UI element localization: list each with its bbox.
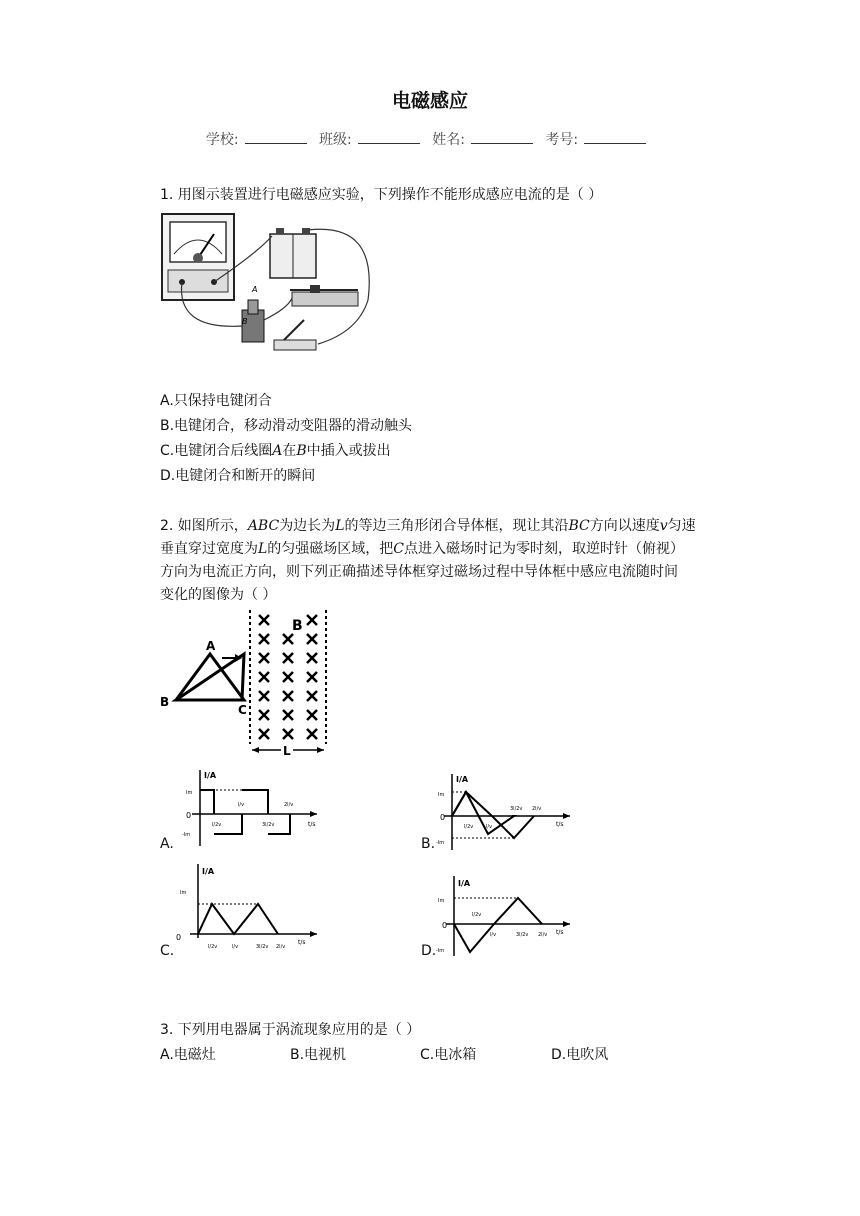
field-cross-icon <box>283 653 293 663</box>
graph-d-ylabel: I/A <box>458 879 471 888</box>
field-cross-icon <box>283 710 293 720</box>
vertex-a: A <box>206 639 216 653</box>
q2-l2-s4: 点进入磁场时记为零时刻，取逆时针（俯视） <box>404 541 685 557</box>
graph-b-neg-im: -Im <box>436 840 445 846</box>
field-cross-icon <box>283 672 293 682</box>
graph-b-im: Im <box>438 792 445 798</box>
q3-option-a[interactable]: A.电磁灶 <box>160 1047 216 1063</box>
graph-b-ylabel: I/A <box>456 775 469 784</box>
q1-option-c-coil-a: A <box>272 443 283 459</box>
field-cross-icon <box>307 653 317 663</box>
q2-option-a[interactable]: A. <box>160 836 174 852</box>
q3-option-b[interactable]: B.电视机 <box>290 1047 347 1063</box>
q3-option-d[interactable]: D.电吹风 <box>551 1047 609 1063</box>
graph-b-tick-4: 2l/v <box>532 806 542 812</box>
field-cross-icon <box>259 672 269 682</box>
field-cross-icon <box>259 653 269 663</box>
field-cross-icon <box>259 729 269 739</box>
field-cross-icon <box>307 710 317 720</box>
field-cross-icon <box>259 615 269 625</box>
graph-c-tick-1: l/2v <box>208 944 218 950</box>
q2-triangle-field-figure <box>158 608 338 760</box>
q3-option-c[interactable]: C.电冰箱 <box>420 1047 477 1063</box>
graph-d-tick-2: l/v <box>490 932 497 938</box>
graph-c-ylabel: I/A <box>202 867 215 876</box>
field-cross-icon <box>307 691 317 701</box>
graph-a-tick-1: l/2v <box>212 822 222 828</box>
graph-a-tick-4: 2l/v <box>284 802 294 808</box>
field-cross-icon <box>259 710 269 720</box>
q2-stem-line1 <box>160 514 696 538</box>
q2-graph-b <box>434 772 574 852</box>
graph-c-im: Im <box>180 890 187 896</box>
width-label-l: L <box>283 744 291 758</box>
graph-a-neg-im: -Im <box>182 832 191 838</box>
graph-b-xlabel: t/s <box>556 821 564 828</box>
graph-b-tick-1: l/2v <box>464 824 474 830</box>
q2-l2-s0: 垂直穿过宽度为 <box>160 541 258 557</box>
width-arrow-left-icon <box>252 747 259 753</box>
q2-graph-c <box>172 862 322 952</box>
field-cross-icon <box>307 729 317 739</box>
graph-b-tick-3: 3l/2v <box>510 806 523 812</box>
q1-option-c-coil-b: B <box>296 443 307 459</box>
q2-graph-a <box>172 766 322 848</box>
q2-l2-s3: C <box>393 541 405 557</box>
q1-option-d[interactable]: D.电键闭合和断开的瞬间 <box>160 468 316 484</box>
vertex-b: B <box>160 695 170 709</box>
graph-c-tick-4: 2l/v <box>276 944 286 950</box>
q2-stem-line4: 变化的图像为（ ） <box>160 587 277 603</box>
width-arrow-right-icon <box>317 747 324 753</box>
graph-a-im: Im <box>186 790 193 796</box>
graph-d-tick-1: l/2v <box>472 912 482 918</box>
field-cross-icon <box>259 634 269 644</box>
triangle-abc <box>176 654 244 700</box>
school-blank[interactable] <box>245 131 307 144</box>
q2-l1-s4: 的等边三角形闭合导体框，现让其沿 <box>344 518 569 534</box>
exam-number-blank[interactable] <box>584 131 646 144</box>
field-cross-icon <box>307 634 317 644</box>
field-cross-icon <box>283 729 293 739</box>
graph-c-zero: 0 <box>176 933 182 942</box>
graph-d-xlabel: t/s <box>556 929 564 936</box>
graph-a-zero: 0 <box>186 811 192 820</box>
student-info <box>0 129 860 149</box>
graph-c-xlabel: t/s <box>298 939 306 946</box>
name-label: 姓名: <box>432 132 465 148</box>
q2-l1-s8: 匀速 <box>667 518 696 534</box>
q2-option-b[interactable]: B. <box>421 836 436 852</box>
q2-stem-line2 <box>160 537 684 561</box>
graph-a-xlabel: t/s <box>308 821 316 828</box>
field-label-b: B <box>292 618 303 634</box>
q2-l2-s2: 的匀强磁场区域，把 <box>267 541 394 557</box>
field-cross-icon <box>307 615 317 625</box>
class-blank[interactable] <box>358 131 420 144</box>
q1-option-c-text-3: 中插入或拔出 <box>306 443 391 459</box>
school-label: 学校: <box>205 132 239 148</box>
q1-option-c-text: C.电键闭合后线圈 <box>160 443 273 459</box>
field-cross-icon <box>259 691 269 701</box>
q2-option-d[interactable]: D. <box>421 943 437 959</box>
page-title: 电磁感应 <box>391 90 468 112</box>
graph-d-neg-im: -Im <box>436 948 445 954</box>
field-cross-icon <box>307 672 317 682</box>
q1-option-c-text-2: 在 <box>282 443 297 459</box>
name-blank[interactable] <box>471 131 533 144</box>
coil-label-b: B <box>242 317 248 326</box>
magnetic-field-crosses <box>259 615 317 739</box>
graph-d-tick-3: 3l/2v <box>516 932 529 938</box>
q1-option-b[interactable]: B.电键闭合，移动滑动变阻器的滑动触头 <box>160 418 413 434</box>
class-label: 班级: <box>319 132 352 148</box>
q2-l1-s5: BC <box>568 518 590 534</box>
q2-l1-s0: 2. 如图所示， <box>160 518 248 534</box>
graph-b-tick-2: l/v <box>486 824 493 830</box>
graph-d-im: Im <box>438 898 445 904</box>
graph-a-ylabel: I/A <box>204 771 217 780</box>
q1-option-a[interactable]: A.只保持电键闭合 <box>160 393 272 409</box>
q2-l1-s2: 为边长为 <box>279 518 336 534</box>
q1-apparatus-figure <box>158 212 380 357</box>
graph-c-tick-2: l/v <box>232 944 239 950</box>
q2-graph-d <box>434 874 574 958</box>
graph-d-tick-4: 2l/v <box>538 932 548 938</box>
graph-c-tick-3: 3l/2v <box>256 944 269 950</box>
field-cross-icon <box>283 691 293 701</box>
graph-d-zero: 0 <box>442 921 448 930</box>
q2-l1-s6: 方向以速度 <box>589 518 660 534</box>
graph-a-tick-2: l/v <box>238 802 245 808</box>
q2-l1-s1: ABC <box>247 518 280 534</box>
coil-label-a: A <box>252 285 258 294</box>
q2-l1-s3: L <box>335 518 345 534</box>
q2-stem-line3: 方向为电流正方向，则下列正确描述导体框穿过磁场过程中导体框中感应电流随时间 <box>160 564 678 580</box>
q2-option-c[interactable]: C. <box>160 943 175 959</box>
graph-b-zero: 0 <box>440 813 446 822</box>
field-cross-icon <box>283 634 293 644</box>
q1-stem: 1. 用图示装置进行电磁感应实验，下列操作不能形成感应电流的是（ ） <box>160 187 603 203</box>
q1-option-c[interactable] <box>160 438 391 464</box>
exam-number-label: 考号: <box>545 132 579 148</box>
q2-l2-s1: L <box>258 541 268 557</box>
vertex-c: C <box>238 703 247 717</box>
q3-stem: 3. 下列用电器属于涡流现象应用的是（ ） <box>160 1022 421 1038</box>
q2-l1-s7: v <box>659 518 668 534</box>
graph-a-tick-3: 3l/2v <box>262 822 275 828</box>
